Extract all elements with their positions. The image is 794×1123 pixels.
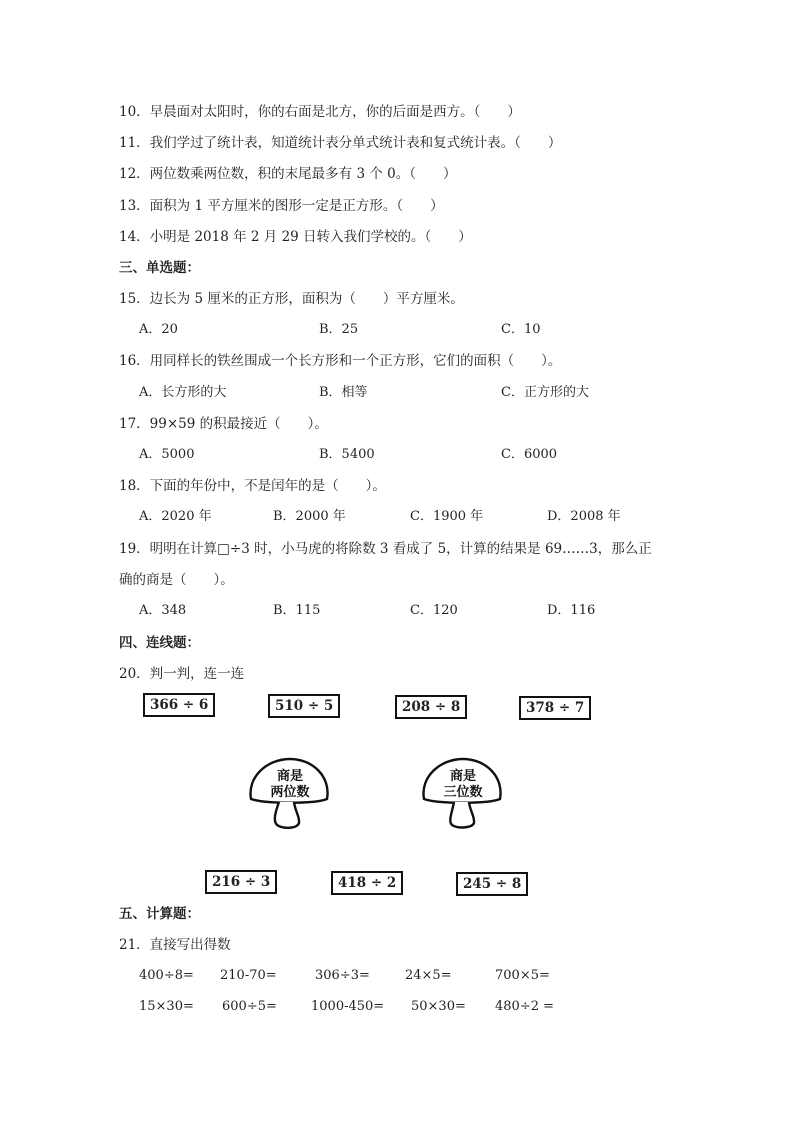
question-14: 14．小明是 2018 年 2 月 29 日转入我们学校的。（ ） [119,229,472,245]
q19-option-b[interactable]: B．115 [273,603,321,618]
calc-item: 600÷5= [222,999,277,1014]
q15-option-b[interactable]: B．25 [319,322,359,337]
q16-option-b[interactable]: B．相等 [319,385,368,400]
mushroom-right-line-1: 商是 [449,769,477,784]
mushroom-right-line-2: 三位数 [443,785,483,800]
calc-item: 24×5= [405,968,452,983]
q18-option-c[interactable]: C．1900 年 [410,509,484,524]
q16-option-c[interactable]: C．正方形的大 [501,385,589,400]
question-19-line-1: 19．明明在计算□÷3 时，小马虎的将除数 3 看成了 5，计算的结果是 69……3，那么正 [119,541,652,557]
calc-item: 210-70= [220,968,277,983]
expression-box[interactable]: 216 ÷ 3 [205,870,277,894]
calc-item: 700×5= [495,968,550,983]
mushroom-two-digit-icon[interactable] [245,755,335,831]
question-18: 18．下面的年份中，不是闰年的是（ ）。 [119,478,386,494]
q19-option-c[interactable]: C．120 [410,603,458,618]
expression-box[interactable]: 208 ÷ 8 [395,695,467,719]
expression-box[interactable]: 366 ÷ 6 [143,693,215,717]
calc-item: 400÷8= [139,968,194,983]
calc-item: 306÷3= [315,968,370,983]
mushroom-left-line-1: 商是 [276,769,304,784]
question-11: 11．我们学过了统计表，知道统计表分单式统计表和复式统计表。（ ） [119,135,562,151]
expression-box[interactable]: 245 ÷ 8 [456,872,528,896]
question-20: 20．判一判，连一连 [119,666,245,682]
section-heading-calculation: 五、计算题： [119,906,200,922]
q17-option-a[interactable]: A．5000 [139,447,195,462]
calc-item: 480÷2 = [495,999,555,1014]
q17-option-b[interactable]: B．5400 [319,447,375,462]
expression-box[interactable]: 510 ÷ 5 [268,694,340,718]
calc-item: 1000-450= [311,999,385,1014]
calc-item: 50×30= [411,999,466,1014]
q16-option-a[interactable]: A．长方形的大 [139,385,227,400]
q15-option-a[interactable]: A．20 [139,322,178,337]
q18-option-d[interactable]: D．2008 年 [547,509,621,524]
question-12: 12．两位数乘两位数，积的末尾最多有 3 个 0。（ ） [119,166,457,182]
section-heading-matching: 四、连线题： [119,635,200,651]
mushroom-left-line-2: 两位数 [270,785,310,800]
q15-option-c[interactable]: C．10 [501,322,541,337]
q18-option-a[interactable]: A．2020 年 [139,509,212,524]
q18-option-b[interactable]: B．2000 年 [273,509,346,524]
question-17: 17．99×59 的积最接近（ ）。 [119,416,328,432]
q17-option-c[interactable]: C．6000 [501,447,558,462]
question-16: 16．用同样长的铁丝围成一个长方形和一个正方形，它们的面积（ ）。 [119,353,562,369]
q19-option-d[interactable]: D．116 [547,603,596,618]
expression-box[interactable]: 378 ÷ 7 [519,696,591,720]
question-15: 15．边长为 5 厘米的正方形，面积为（ ）平方厘米。 [119,291,464,307]
question-10: 10．早晨面对太阳时，你的右面是北方，你的后面是西方。（ ） [119,104,521,120]
expression-box[interactable]: 418 ÷ 2 [331,871,403,895]
calc-item: 15×30= [139,999,194,1014]
q19-option-a[interactable]: A．348 [139,603,187,618]
mushroom-three-digit-icon[interactable] [418,755,508,831]
section-heading-single-choice: 三、单选题： [119,260,200,276]
question-19-line-2: 确的商是（ ）。 [119,572,234,588]
question-21: 21．直接写出得数 [119,937,231,953]
question-13: 13．面积为 1 平方厘米的图形一定是正方形。（ ） [119,198,444,214]
